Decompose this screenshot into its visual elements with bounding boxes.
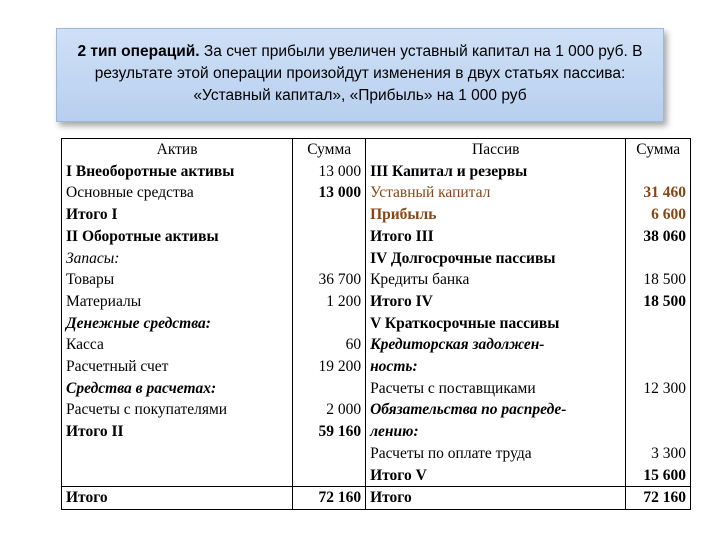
operation-type-label: 2 тип операций.	[77, 43, 200, 60]
table-row	[62, 313, 691, 335]
asset-amount-cell: 1 200	[293, 291, 366, 313]
asset-cell: II Оборотные активы	[62, 226, 293, 248]
liability-amount-cell: 18 500	[626, 269, 691, 291]
operation-description	[56, 28, 664, 122]
liability-amount-cell: 18 500	[626, 291, 691, 313]
liability-cell: Итого IV	[366, 291, 626, 313]
liability-amount-cell	[626, 421, 691, 443]
asset-cell: I Внеоборотные активы	[62, 161, 293, 183]
liability-amount-cell	[626, 356, 691, 378]
asset-cell: Материалы	[62, 291, 293, 313]
assets-total-label: Итого	[62, 487, 293, 510]
table-row	[62, 356, 691, 378]
operation-description-text: За счет прибыли увеличен уставный капитал на 1 000 руб. В результате этой операции произойдут изменения в двух статьях пассива: «Уставный капитал», «Прибыль» на 1 000 руб	[94, 43, 643, 104]
liability-amount-cell: 38 060	[626, 226, 691, 248]
asset-amount-cell: 36 700	[293, 269, 366, 291]
asset-amount-cell	[293, 313, 366, 335]
table-row	[62, 421, 691, 443]
header-assets: Актив	[62, 139, 293, 161]
table-row	[62, 204, 691, 226]
balance-sheet-table	[61, 138, 691, 510]
asset-amount-cell: 13 000	[293, 161, 366, 183]
header-liabilities: Пассив	[366, 139, 626, 161]
asset-amount-cell	[293, 248, 366, 270]
table-row	[62, 334, 691, 356]
liabilities-total-label: Итого	[366, 487, 626, 510]
asset-cell: Основные средства	[62, 182, 293, 204]
asset-cell: Запасы:	[62, 248, 293, 270]
asset-amount-cell: 59 160	[293, 421, 366, 443]
asset-cell: Расчеты с покупателями	[62, 399, 293, 421]
asset-cell: Расчетный счет	[62, 356, 293, 378]
liability-amount-cell	[626, 248, 691, 270]
asset-amount-cell: 13 000	[293, 182, 366, 204]
liability-amount-cell	[626, 161, 691, 183]
header-amount-liabilities: Сумма	[626, 139, 691, 161]
table-header-row	[62, 139, 691, 161]
liability-cell: III Капитал и резервы	[366, 161, 626, 183]
asset-amount-cell	[293, 204, 366, 226]
table-row	[62, 226, 691, 248]
liability-cell: Расчеты с поставщиками	[366, 378, 626, 400]
liability-amount-cell-changed: 31 460	[626, 182, 691, 204]
asset-amount-cell: 19 200	[293, 356, 366, 378]
liability-amount-cell-changed: 6 600	[626, 204, 691, 226]
asset-amount-cell: 2 000	[293, 399, 366, 421]
liability-cell: ность:	[366, 356, 626, 378]
table-row	[62, 443, 691, 465]
table-row	[62, 378, 691, 400]
table-row	[62, 248, 691, 270]
asset-cell	[62, 465, 293, 487]
header-amount-assets: Сумма	[293, 139, 366, 161]
liability-cell: Итого V	[366, 465, 626, 487]
table-total-row	[62, 487, 691, 510]
table-row	[62, 399, 691, 421]
asset-amount-cell: 60	[293, 334, 366, 356]
asset-amount-cell	[293, 465, 366, 487]
table-row	[62, 161, 691, 183]
liability-cell: Итого III	[366, 226, 626, 248]
liability-amount-cell	[626, 399, 691, 421]
liability-cell: Обязательства по распреде-	[366, 399, 626, 421]
asset-cell: Средства в расчетах:	[62, 378, 293, 400]
table-row	[62, 269, 691, 291]
liability-cell: IV Долгосрочные пассивы	[366, 248, 626, 270]
asset-cell: Денежные средства:	[62, 313, 293, 335]
liability-cell-changed: Прибыль	[366, 204, 626, 226]
asset-amount-cell	[293, 226, 366, 248]
asset-cell: Итого I	[62, 204, 293, 226]
liability-cell: Кредиты банка	[366, 269, 626, 291]
liability-amount-cell	[626, 313, 691, 335]
table-row	[62, 465, 691, 487]
asset-cell: Итого II	[62, 421, 293, 443]
assets-total-amount: 72 160	[293, 487, 366, 510]
liability-amount-cell	[626, 334, 691, 356]
liability-cell: лению:	[366, 421, 626, 443]
liability-cell-changed: Уставный капитал	[366, 182, 626, 204]
asset-cell: Товары	[62, 269, 293, 291]
asset-cell	[62, 443, 293, 465]
table-row	[62, 182, 691, 204]
liabilities-total-amount: 72 160	[626, 487, 691, 510]
asset-amount-cell	[293, 443, 366, 465]
asset-cell: Касса	[62, 334, 293, 356]
liability-amount-cell: 15 600	[626, 465, 691, 487]
liability-amount-cell: 3 300	[626, 443, 691, 465]
liability-cell: Кредиторская задолжен-	[366, 334, 626, 356]
asset-amount-cell	[293, 378, 366, 400]
table-row	[62, 291, 691, 313]
liability-cell: Расчеты по оплате труда	[366, 443, 626, 465]
liability-cell: V Краткосрочные пассивы	[366, 313, 626, 335]
liability-amount-cell: 12 300	[626, 378, 691, 400]
